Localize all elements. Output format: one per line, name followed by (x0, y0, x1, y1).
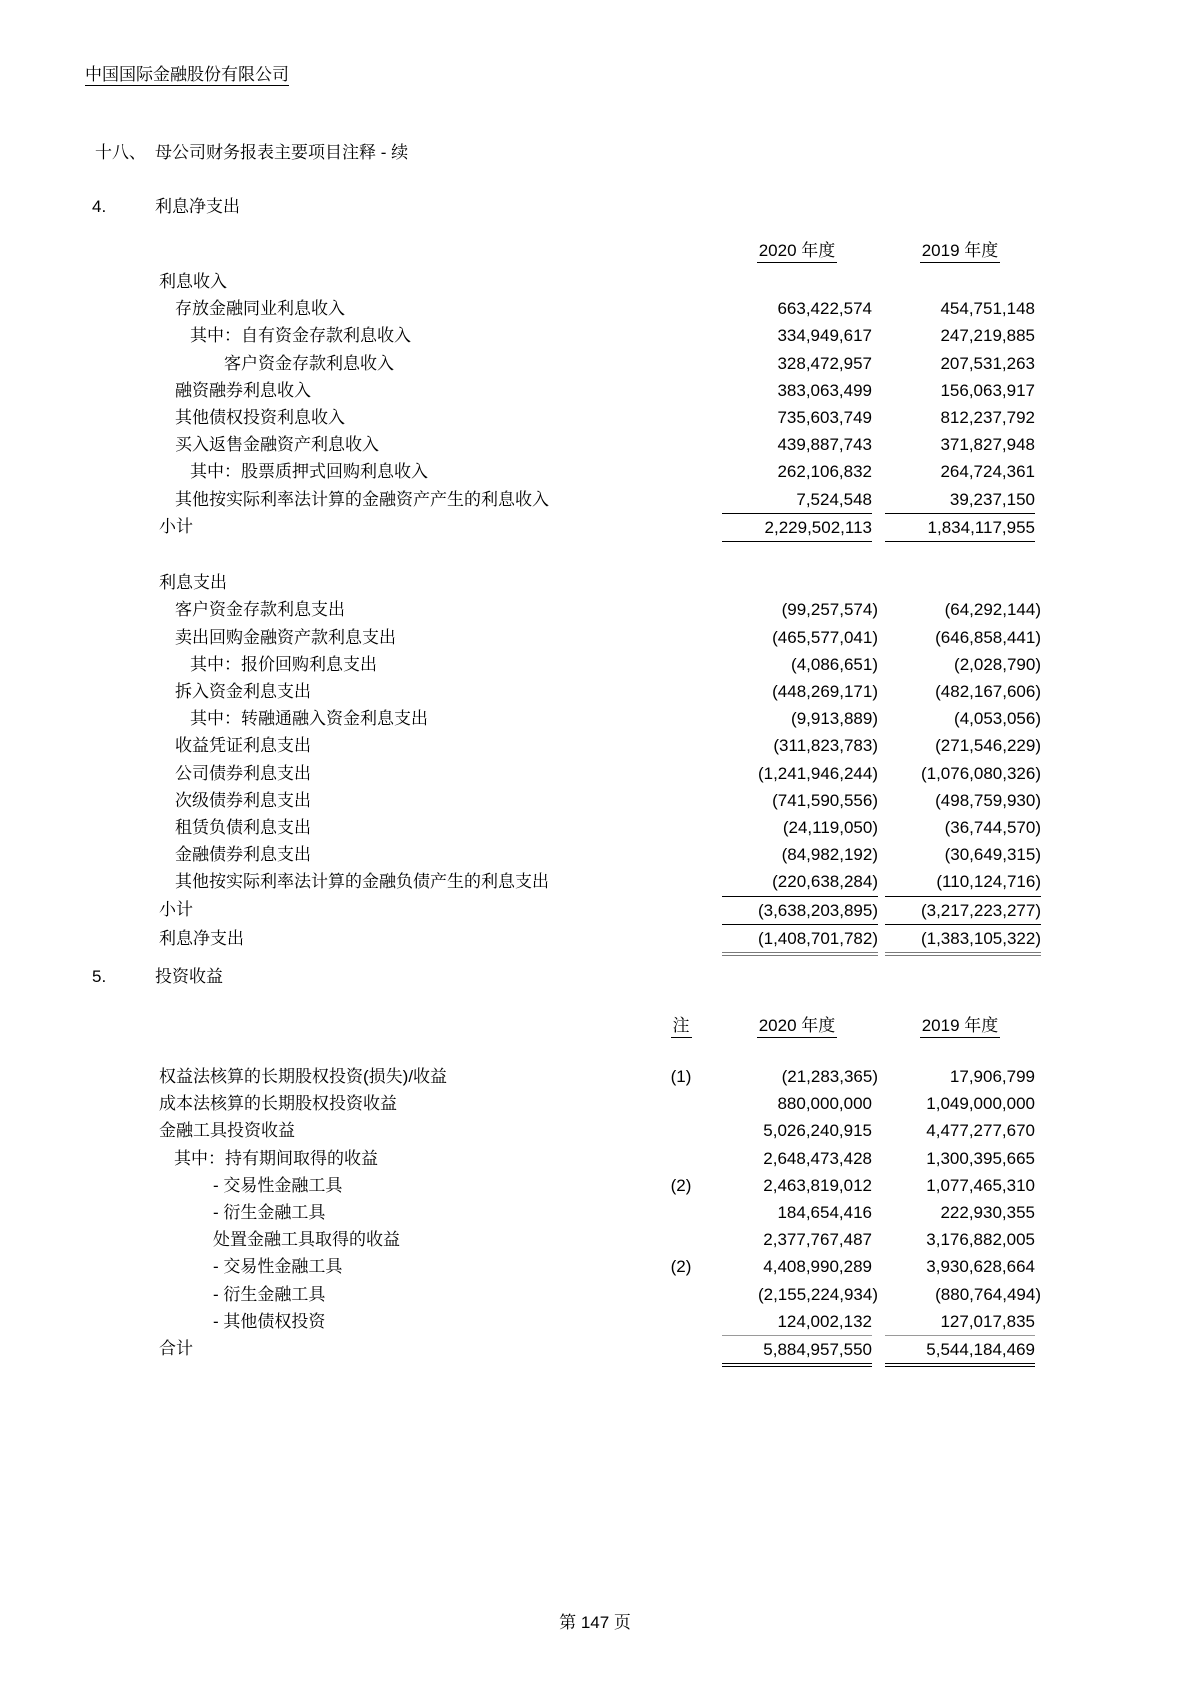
value-2020: (448,269,171) (772, 682, 878, 702)
row-label: - 其他债权投资 (213, 1311, 326, 1331)
value-2019: (36,744,570) (944, 818, 1041, 838)
row-label: 其中：转融通融入资金利息支出 (190, 709, 428, 729)
table-row (157, 814, 1041, 841)
table-row (157, 350, 1035, 377)
value-2020: (84,982,192) (781, 845, 878, 865)
interest-table-rows (157, 268, 1041, 956)
header-spacer (157, 237, 709, 264)
table-row (157, 458, 1035, 485)
value-2019: 3,176,882,005 (926, 1230, 1035, 1250)
value-2020: 7,524,548 (796, 489, 872, 509)
row-label: 客户资金存款利息收入 (224, 353, 394, 373)
row-label: - 交易性金融工具 (213, 1257, 343, 1277)
value-2019: 207,531,263 (940, 353, 1035, 373)
value-2019: 1,834,117,955 (885, 513, 1035, 542)
value-2019: (2,028,790) (954, 654, 1041, 674)
interest-table-header (157, 237, 1035, 264)
row-label: 买入返售金融资产利息收入 (175, 435, 379, 455)
value-2019: (646,858,441) (935, 627, 1041, 647)
column-header-2019: 2019 年度 (885, 237, 1035, 264)
value-2019: 371,827,948 (940, 435, 1035, 455)
table-row (157, 1253, 1035, 1280)
value-2020: 663,422,574 (777, 299, 872, 319)
value-2019: 127,017,835 (940, 1311, 1035, 1331)
value-2019: 5,544,184,469 (885, 1335, 1035, 1367)
table-row (157, 322, 1035, 349)
value-2019: (1,076,080,326) (920, 763, 1041, 783)
value-2019: (880,764,494) (935, 1284, 1041, 1304)
value-2019: 222,930,355 (940, 1203, 1035, 1223)
table-row (157, 377, 1035, 404)
row-label: - 衍生金融工具 (213, 1203, 326, 1223)
value-2019: (4,053,056) (954, 709, 1041, 729)
value-2019: (498,759,930) (935, 790, 1041, 810)
note-reference (653, 1199, 709, 1226)
note4-block (0, 193, 1190, 956)
row-label: 其中：持有期间取得的收益 (174, 1148, 378, 1168)
value-2019: (3,217,223,277) (885, 896, 1041, 925)
row-label: 利息支出 (159, 573, 227, 593)
table-row (157, 1117, 1035, 1144)
note5-number: 5. (92, 967, 107, 986)
note4-title: 利息净支出 (155, 197, 240, 216)
table-row (157, 513, 1035, 542)
note4-heading (92, 193, 1190, 220)
value-2019: 812,237,792 (940, 408, 1035, 428)
row-label: 客户资金存款利息支出 (175, 600, 345, 620)
value-2020: (4,086,651) (791, 654, 878, 674)
row-label: 其中：股票质押式回购利息收入 (190, 462, 428, 482)
value-2020: 184,654,416 (777, 1203, 872, 1223)
row-label: 其他债权投资利息收入 (175, 408, 345, 428)
table-row (157, 295, 1035, 322)
table-row (157, 760, 1041, 787)
value-2019: (1,383,105,322) (885, 925, 1041, 956)
value-2019: (64,292,144) (944, 600, 1041, 620)
header-spacer (157, 1012, 640, 1039)
row-label: 金融工具投资收益 (159, 1121, 295, 1141)
row-label: 融资融券利息收入 (175, 380, 311, 400)
value-2019: (110,124,716) (936, 872, 1041, 892)
value-2020: 2,229,502,113 (722, 513, 872, 542)
row-label: 利息收入 (159, 272, 227, 291)
value-2020: 2,377,767,487 (763, 1230, 872, 1250)
value-2020: (2,155,224,934) (757, 1284, 878, 1304)
row-label: 利息净支出 (159, 928, 244, 948)
note-reference (653, 1117, 709, 1144)
table-row (157, 896, 1041, 925)
note4-number: 4. (92, 197, 107, 216)
note-reference (653, 1090, 709, 1117)
column-header-2019: 2019 年度 (885, 1012, 1035, 1039)
value-2019: 1,077,465,310 (926, 1175, 1035, 1195)
value-2020: 383,063,499 (777, 380, 872, 400)
value-2020 (722, 268, 872, 295)
column-header-note: 注 (653, 1012, 709, 1039)
table-row (157, 1281, 1041, 1308)
company-name: 中国国际金融股份有限公司 (85, 65, 289, 84)
value-2019: 39,237,150 (949, 489, 1035, 509)
row-label: 其中：报价回购利息支出 (190, 654, 377, 674)
table-row (157, 705, 1041, 732)
row-label: 次级债券利息支出 (175, 790, 311, 810)
value-2020: (3,638,203,895) (722, 896, 878, 925)
value-2020: 262,106,832 (777, 462, 872, 482)
value-2019: (271,546,229) (935, 736, 1041, 756)
note-reference (653, 1335, 709, 1367)
value-2020 (722, 569, 872, 596)
note5-heading (92, 963, 1190, 990)
section-heading (95, 138, 408, 163)
value-2019: 17,906,799 (949, 1067, 1035, 1086)
row-label: 卖出回购金融资产款利息支出 (175, 627, 396, 647)
value-2020: (9,913,889) (791, 709, 878, 729)
value-2020: 5,884,957,550 (722, 1335, 872, 1367)
note-reference: (1) (670, 1067, 692, 1086)
value-2020: (24,119,050) (782, 818, 878, 838)
investment-table-rows (157, 1063, 1041, 1367)
value-2019: 1,300,395,665 (926, 1148, 1035, 1168)
note5-block (0, 963, 1190, 1367)
value-2019: 3,930,628,664 (926, 1257, 1035, 1277)
page-number: 第 147 页 (559, 1613, 631, 1632)
row-label: 合计 (159, 1339, 193, 1359)
table-row (157, 1145, 1035, 1172)
table-row (157, 1335, 1035, 1367)
value-2019 (885, 268, 1035, 295)
value-2020: 439,887,743 (777, 435, 872, 455)
row-label: - 交易性金融工具 (213, 1175, 343, 1195)
value-2020: (1,241,946,244) (757, 763, 878, 783)
table-row (157, 732, 1041, 759)
value-2019: 156,063,917 (940, 380, 1035, 400)
value-2019 (885, 569, 1035, 596)
table-row (157, 651, 1041, 678)
row-label: 拆入资金利息支出 (175, 682, 311, 702)
table-row (157, 569, 1035, 596)
value-2019: 247,219,885 (940, 326, 1035, 346)
row-label: 公司债券利息支出 (175, 763, 311, 783)
table-row (157, 678, 1041, 705)
value-2020: 735,603,749 (777, 408, 872, 428)
value-2020: (311,823,783) (773, 736, 878, 756)
value-2019: 4,477,277,670 (926, 1121, 1035, 1141)
table-row (157, 486, 1035, 513)
row-label: 金融债券利息支出 (175, 845, 311, 865)
note5-title: 投资收益 (155, 967, 223, 986)
section-number: 十八、 (95, 143, 146, 162)
value-2020: (1,408,701,782) (722, 925, 878, 956)
interest-table (157, 237, 1041, 956)
row-label: 租赁负债利息支出 (175, 818, 311, 838)
value-2020: 880,000,000 (777, 1094, 872, 1114)
row-label: 权益法核算的长期股权投资(损失)/收益 (159, 1067, 448, 1086)
row-label: 小计 (159, 899, 193, 919)
value-2019: (30,649,315) (944, 845, 1041, 865)
value-2020: (99,257,574) (781, 600, 878, 620)
value-2020: (21,283,365) (781, 1067, 878, 1086)
table-row (157, 841, 1041, 868)
row-label: 小计 (159, 516, 193, 536)
value-2019: (482,167,606) (935, 682, 1041, 702)
table-row (157, 404, 1035, 431)
row-label: 收益凭证利息支出 (175, 736, 311, 756)
note-reference: (2) (670, 1175, 692, 1195)
note-reference (653, 1308, 709, 1335)
column-header-2020: 2020 年度 (722, 1012, 872, 1039)
table-row (157, 1308, 1035, 1335)
value-2020: (220,638,284) (772, 872, 878, 892)
value-2020: 4,408,990,289 (763, 1257, 872, 1277)
table-row (157, 1199, 1035, 1226)
value-2020: 2,648,473,428 (763, 1148, 872, 1168)
value-2019: 454,751,148 (940, 299, 1035, 319)
row-label: 其他按实际利率法计算的金融资产产生的利息收入 (175, 489, 549, 509)
table-row (157, 868, 1041, 895)
note-reference (653, 1145, 709, 1172)
row-label: 其中：自有资金存款利息收入 (190, 326, 411, 346)
note-reference: (2) (670, 1257, 692, 1277)
value-2020: 2,463,819,012 (763, 1175, 872, 1195)
row-label: 成本法核算的长期股权投资收益 (159, 1094, 397, 1114)
value-2020: 328,472,957 (777, 353, 872, 373)
table-row (157, 596, 1041, 623)
table-row (157, 1172, 1035, 1199)
value-2019: 1,049,000,000 (926, 1094, 1035, 1114)
table-row (157, 542, 1035, 569)
table-row (157, 431, 1035, 458)
row-label: 处置金融工具取得的收益 (213, 1230, 400, 1250)
table-row (157, 624, 1041, 651)
note-reference (653, 1226, 709, 1253)
row-label: - 衍生金融工具 (213, 1284, 326, 1304)
table-row (157, 1063, 1035, 1090)
value-2020: (741,590,556) (772, 790, 878, 810)
table-row (157, 1226, 1035, 1253)
column-header-2020: 2020 年度 (722, 237, 872, 264)
value-2020: 124,002,132 (777, 1311, 872, 1331)
table-row (157, 787, 1041, 814)
row-label: 存放金融同业利息收入 (175, 299, 345, 319)
value-2020: 5,026,240,915 (763, 1121, 872, 1141)
value-2020: (465,577,041) (772, 627, 878, 647)
value-2020: 334,949,617 (777, 326, 872, 346)
note-reference (653, 1281, 709, 1308)
table-row (157, 925, 1041, 956)
investment-table-header (157, 1012, 1035, 1039)
value-2019: 264,724,361 (940, 462, 1035, 482)
section-title: 母公司财务报表主要项目注释 - 续 (155, 143, 409, 162)
table-row (157, 268, 1035, 295)
table-row (157, 1090, 1035, 1117)
investment-table (157, 1012, 1041, 1367)
row-label: 其他按实际利率法计算的金融负债产生的利息支出 (175, 872, 549, 892)
